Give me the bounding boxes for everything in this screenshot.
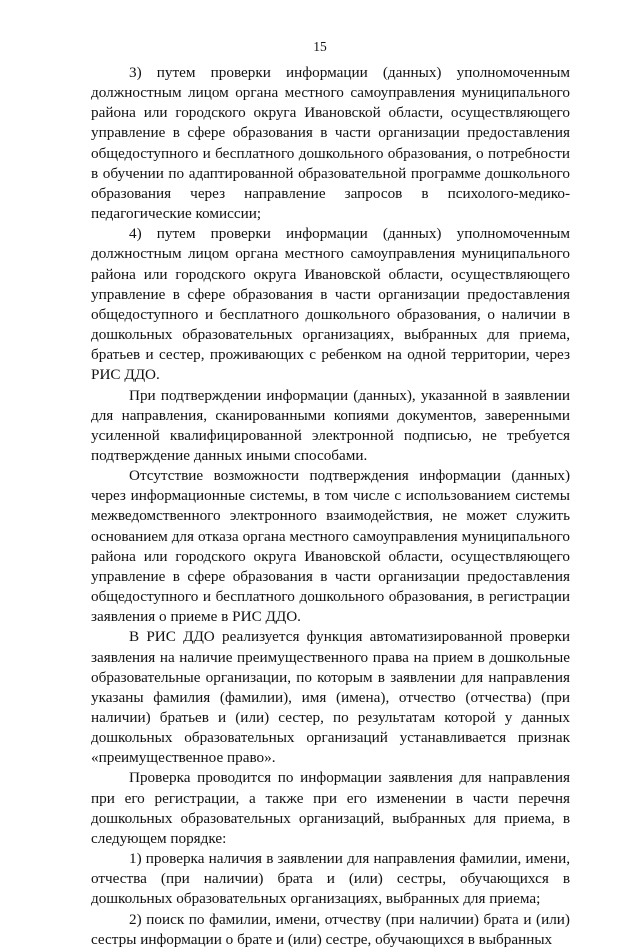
paragraph-check-procedure: Проверка проводится по информации заявления для направления при его регистрации, а также при его изменении в части перечня дошкольных образовательных организаций, выбранных для приема, в следующем порядке:	[91, 769, 570, 847]
paragraph-scanned-copies: При подтверждении информации (данных), указанной в заявлении для направления, сканированными копиями документов, заверенными усиленной квалифицированной электронной подписью, не требуется подтверждение данных иными способами.	[91, 386, 570, 464]
paragraph-step-1: 1) проверка наличия в заявлении для направления фамилии, имени, отчества (при наличии) брата и (или) сестры, обучающихся в дошкольных образовательных организациях, выбранных для приема;	[91, 850, 570, 908]
paragraph-no-verification-possibility: Отсутствие возможности подтверждения информации (данных) через информационные системы, в том числе с использованием системы межведомственного электронного взаимодействия, не может служить основанием для отказа органа местного самоуправления муниципального района или городского округа Ивановской области, осуществляющего управление в сфере образования в части организации предоставления общедоступного и бесплатного дошкольного образования, в регистрации заявления о приеме в РИС ДДО.	[91, 467, 570, 626]
paragraph-item-3-verification: 3) путем проверки информации (данных) уполномоченным должностным лицом органа местного самоуправления муниципального района или городского округа Ивановской области, осуществляющего управление в сфере образования в части организации предоставления общедоступного и бесплатного дошкольного образования, о потребности в обучении по адаптированной образовательной программе дошкольного образования через направление запросов в психолого-медико-педагогические комиссии;	[91, 64, 570, 223]
document-body	[91, 63, 570, 950]
page-number: 15	[313, 39, 327, 54]
paragraph-automated-check: В РИС ДДО реализуется функция автоматизированной проверки заявления на наличие преимущественного права на прием в дошкольные образовательные организации, по которым в заявлении для направления указаны фамилия (фамилии), имя (имена), отчество (отчества) (при наличии) братьев и (или) сестер, по результатам которой у данных дошкольных образовательных организаций устанавливается признак «преимущественное право».	[91, 628, 570, 767]
paragraph-item-4-verification: 4) путем проверки информации (данных) уполномоченным должностным лицом органа местного самоуправления муниципального района или городского округа Ивановской области, осуществляющего управление в сфере образования в части организации предоставления общедоступного и бесплатного дошкольного образования, о наличии в дошкольных образовательных организациях, выбранных для приема, братьев и сестер, проживающих с ребенком на одной территории, через РИС ДДО.	[91, 225, 570, 384]
paragraph-step-2: 2) поиск по фамилии, имени, отчеству (при наличии) брата и (или) сестры информации о брате и (или) сестре, обучающихся в выбранных	[91, 910, 570, 948]
